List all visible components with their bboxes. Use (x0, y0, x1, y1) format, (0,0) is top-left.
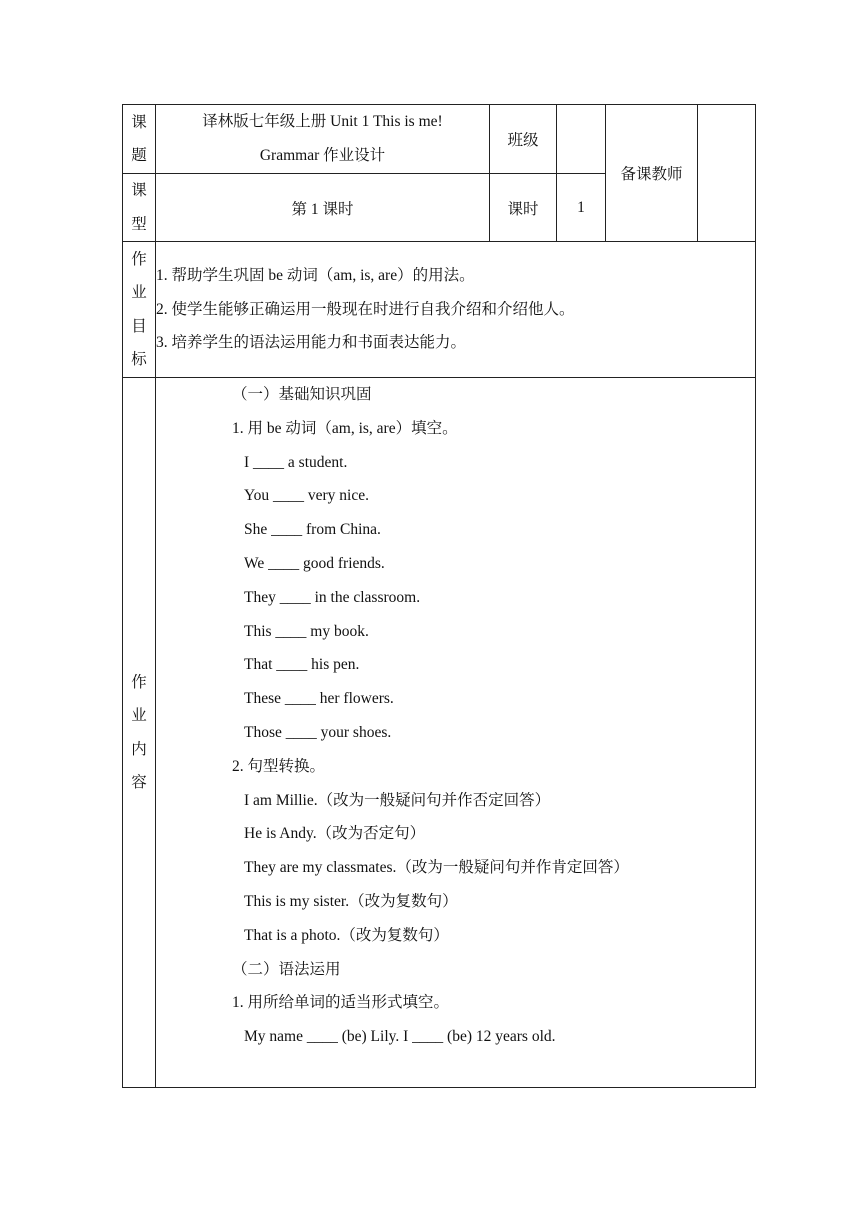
question-title: 2. 句型转换。 (232, 757, 326, 775)
topic-row (123, 105, 756, 174)
fill-blank-item: She ____ from China. (244, 521, 381, 539)
fill-blank-item: That ____ his pen. (244, 656, 360, 674)
type-label: 课 型 (123, 174, 156, 242)
class-label: 班级 (490, 105, 557, 174)
type-value: 第 1 课时 (156, 174, 490, 242)
goal-item: 1. 帮助学生巩固 be 动词（am, is, are）的用法。 (156, 267, 475, 285)
hours-value: 1 (557, 174, 606, 242)
topic-title-line2: Grammar 作业设计 (259, 147, 386, 164)
fill-blank-item: I ____ a student. (244, 453, 348, 471)
goal-item: 3. 培养学生的语法运用能力和书面表达能力。 (156, 334, 467, 352)
fill-blank-item: Those ____ your shoes. (244, 723, 392, 741)
topic-title-line1: 译林版七年级上册 Unit 1 This is me! (202, 113, 443, 130)
homework-design-table (122, 104, 756, 1088)
fill-blank-item: You ____ very nice. (244, 487, 369, 505)
section-title: （一）基础知识巩固 (232, 386, 372, 403)
content-label: 作 业 内 容 (123, 378, 156, 1088)
prep-teacher-value (698, 105, 756, 242)
fill-blank-item: We ____ good friends. (244, 554, 385, 572)
transform-item: He is Andy.（改为否定句） (244, 825, 426, 843)
class-value (557, 105, 606, 174)
transform-item: They are my classmates.（改为一般疑问句并作肯定回答） (244, 859, 629, 877)
topic-title (156, 105, 490, 174)
word-form-item: My name ____ (be) Lily. I ____ (be) 12 years old. (244, 1028, 556, 1046)
section-title: （二）语法运用 (232, 960, 341, 978)
question-title: 1. 用所给单词的适当形式填空。 (232, 994, 450, 1012)
transform-item: This is my sister.（改为复数句） (244, 892, 458, 910)
content-body (156, 378, 756, 1088)
goals-list (156, 242, 756, 378)
content-row (123, 378, 756, 1088)
hours-label: 课时 (490, 174, 557, 242)
prep-teacher-label: 备课教师 (606, 105, 698, 242)
topic-label: 课 题 (123, 105, 156, 174)
fill-blank-item: They ____ in the classroom. (244, 588, 421, 606)
goal-item: 2. 使学生能够正确运用一般现在时进行自我介绍和介绍他人。 (156, 300, 575, 318)
transform-item: I am Millie.（改为一般疑问句并作否定回答） (244, 791, 551, 809)
goals-row (123, 242, 756, 378)
fill-blank-item: These ____ her flowers. (244, 690, 394, 708)
goals-label: 作 业 目 标 (123, 242, 156, 378)
transform-item: That is a photo.（改为复数句） (244, 926, 449, 944)
fill-blank-item: This ____ my book. (244, 622, 369, 640)
question-title: 1. 用 be 动词（am, is, are）填空。 (232, 419, 458, 437)
